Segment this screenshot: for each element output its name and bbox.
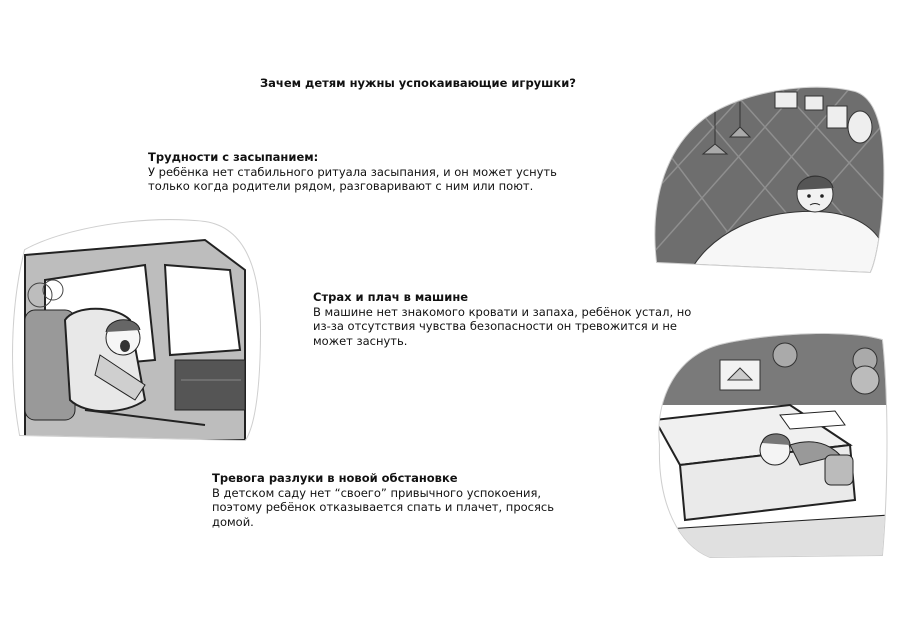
- page-title: Зачем детям нужны успокаивающие игрушки?: [260, 76, 576, 90]
- car-seat-illustration: [5, 210, 265, 450]
- section-heading: Трудности с засыпанием:: [148, 150, 319, 164]
- section-text: В машине нет знакомого кровати и запаха, ребёнок устал, но из-за отсутствия чувства безопасности он тревожится и не может заснуть.: [313, 304, 692, 348]
- section-text: В детском саду нет “своего” привычного успокоения, поэтому ребёнок отказывается спать и плачет, просясь домой.: [212, 485, 554, 529]
- kindergarten-illustration: [650, 325, 890, 560]
- section-sleep-difficulty: [148, 150, 568, 194]
- section-text: У ребёнка нет стабильного ритуала засыпания, и он может уснуть только когда родители рядом, разговаривают с ним или поют.: [148, 164, 557, 193]
- section-car-crying: [313, 290, 693, 348]
- section-heading: Страх и плач в машине: [313, 290, 469, 304]
- section-heading: Тревога разлуки в новой обстановке: [212, 471, 458, 485]
- bedroom-illustration: [645, 82, 885, 282]
- section-separation-anxiety: [212, 471, 572, 529]
